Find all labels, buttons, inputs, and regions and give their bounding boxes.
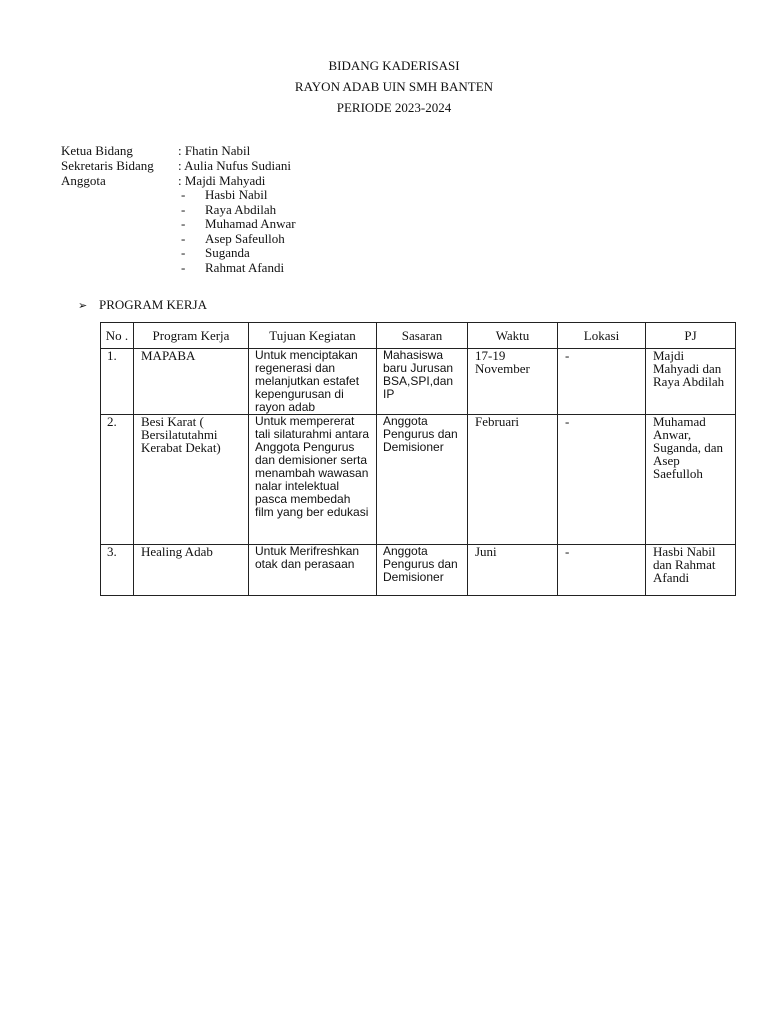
- list-item: [181, 217, 296, 232]
- officer-info: [61, 143, 291, 188]
- dash-bullet: -: [181, 259, 186, 275]
- cell-program: Besi Karat ( Bersilatutahmi Kerabat Dekat): [134, 415, 249, 545]
- cell-lokasi: -: [558, 545, 646, 596]
- header-title: BIDANG KADERISASI: [328, 58, 460, 73]
- dash-bullet: -: [181, 187, 186, 202]
- document-header: [0, 55, 768, 118]
- cell-tujuan: Untuk menciptakan regenerasi dan melanjutkan estafet kepengurusan di rayon adab: [249, 349, 377, 415]
- info-value: : Fhatin Nabil: [178, 143, 251, 158]
- info-row-anggota: [61, 173, 291, 188]
- table-row: [101, 545, 736, 596]
- info-label: Ketua Bidang: [61, 143, 133, 158]
- cell-tujuan: Untuk mempererat tali silaturahmi antara Anggota Pengurus dan demisioner serta menambah wawasan nalar intelektual pasca membedah film yang ber edukasi: [249, 415, 377, 545]
- cell-waktu: 17-19 November: [468, 349, 558, 415]
- member-name: Rahmat Afandi: [205, 259, 285, 275]
- arrow-bullet-icon: ➢: [78, 298, 88, 312]
- member-name: Suganda: [205, 245, 250, 261]
- info-label: Sekretaris Bidang: [61, 158, 154, 173]
- cell-program: MAPABA: [134, 349, 249, 415]
- section-heading: [78, 297, 207, 313]
- list-item: [181, 188, 296, 203]
- program-table: [100, 322, 736, 596]
- member-name: Asep Safeulloh: [205, 230, 285, 246]
- dash-bullet: -: [181, 201, 186, 217]
- cell-pj: Majdi Mahyadi dan Raya Abdilah: [646, 349, 736, 415]
- info-value: : Majdi Mahyadi: [178, 173, 266, 188]
- column-header-no: No .: [101, 323, 134, 349]
- dash-bullet: -: [181, 230, 186, 246]
- table-header-row: [101, 323, 736, 349]
- info-value: : Aulia Nufus Sudiani: [178, 158, 292, 173]
- member-name: Muhamad Anwar: [205, 216, 296, 232]
- column-header-pj: PJ: [646, 323, 736, 349]
- cell-pj: Muhamad Anwar, Suganda, dan Asep Saefulloh: [646, 415, 736, 545]
- column-header-program: Program Kerja: [134, 323, 249, 349]
- list-item: [181, 246, 296, 261]
- cell-lokasi: -: [558, 415, 646, 545]
- section-title: PROGRAM KERJA: [99, 297, 207, 312]
- cell-tujuan: Untuk Merifreshkan otak dan perasaan: [249, 545, 377, 596]
- cell-sasaran: Anggota Pengurus dan Demisioner: [377, 545, 468, 596]
- table-row: [101, 349, 736, 415]
- member-list: [181, 188, 296, 276]
- column-header-waktu: Waktu: [468, 323, 558, 349]
- info-row-sekretaris: [61, 158, 291, 173]
- cell-pj: Hasbi Nabil dan Rahmat Afandi: [646, 545, 736, 596]
- column-header-lokasi: Lokasi: [558, 323, 646, 349]
- list-item: [181, 232, 296, 247]
- cell-no: 2.: [101, 415, 134, 545]
- member-name: Raya Abdilah: [205, 201, 277, 217]
- cell-sasaran: Anggota Pengurus dan Demisioner: [377, 415, 468, 545]
- table-row: [101, 415, 736, 545]
- list-item: [181, 203, 296, 218]
- cell-waktu: Februari: [468, 415, 558, 545]
- cell-lokasi: -: [558, 349, 646, 415]
- list-item: [181, 261, 296, 276]
- column-header-sasaran: Sasaran: [377, 323, 468, 349]
- header-subtitle: RAYON ADAB UIN SMH BANTEN: [294, 79, 494, 94]
- cell-waktu: Juni: [468, 545, 558, 596]
- cell-no: 1.: [101, 349, 134, 415]
- cell-program: Healing Adab: [134, 545, 249, 596]
- member-name: Hasbi Nabil: [205, 187, 268, 202]
- cell-sasaran: Mahasiswa baru Jurusan BSA,SPI,dan IP: [377, 349, 468, 415]
- column-header-tujuan: Tujuan Kegiatan: [249, 323, 377, 349]
- cell-no: 3.: [101, 545, 134, 596]
- header-period: PERIODE 2023-2024: [336, 100, 452, 115]
- dash-bullet: -: [181, 216, 186, 232]
- dash-bullet: -: [181, 245, 186, 261]
- info-row-ketua: [61, 143, 291, 158]
- info-label: Anggota: [61, 173, 106, 188]
